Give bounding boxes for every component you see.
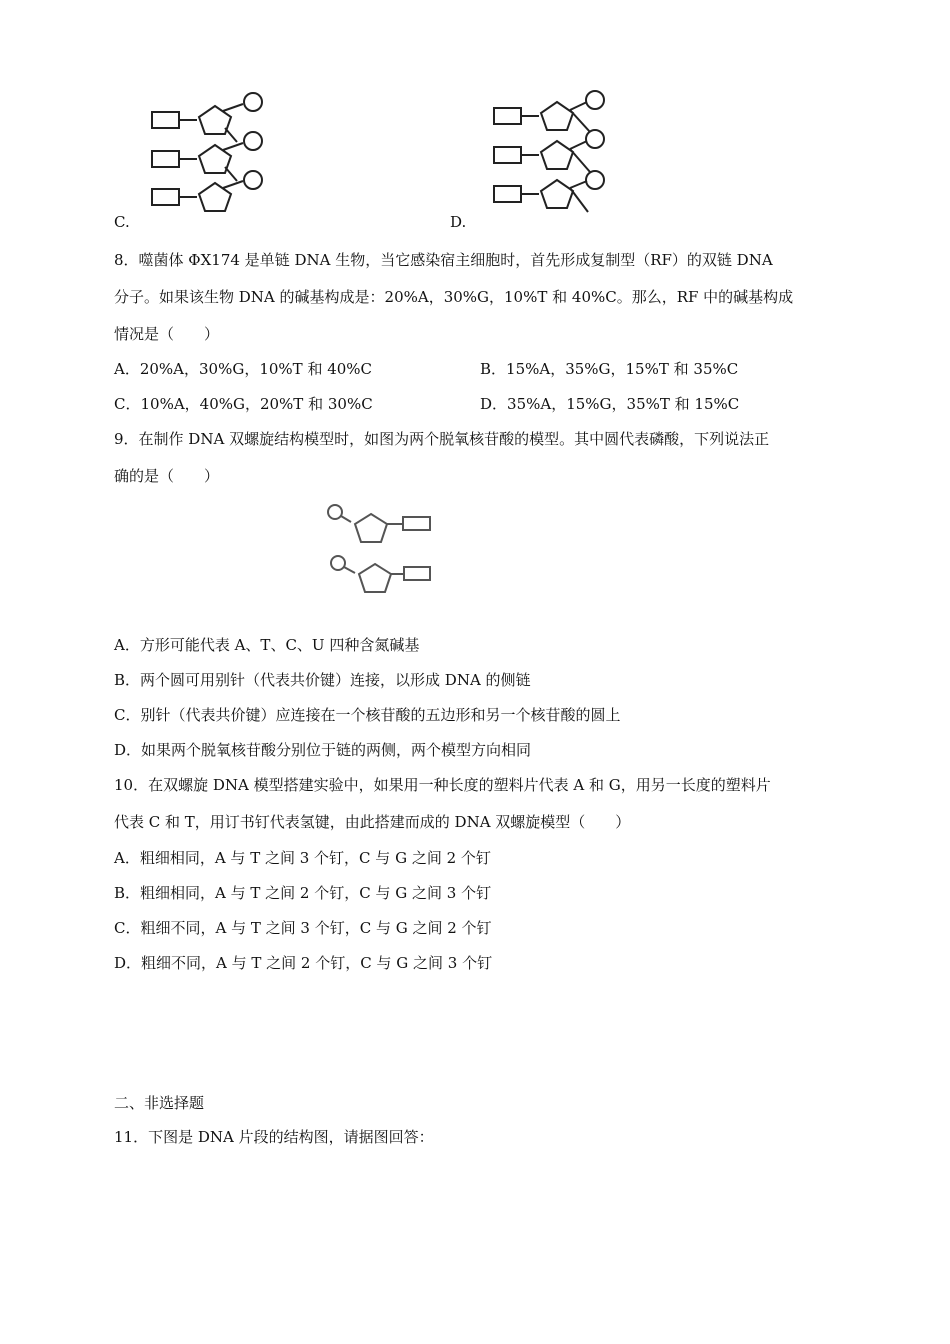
q10-option-c[interactable]: C．粗细不同，A 与 T 之间 3 个钉，C 与 G 之间 2 个钉 (114, 919, 492, 937)
q7-option-d-diagram (490, 88, 615, 218)
q8-option-a[interactable]: A．20%A，30%G，10%T 和 40%C (114, 360, 373, 378)
q8-option-d[interactable]: D．35%A，15%G，35%T 和 15%C (480, 395, 740, 413)
q7-option-c-diagram (145, 92, 270, 217)
q10-stem-line-2: 代表 C 和 T，用订书钉代表氢键，由此搭建而成的 DNA 双螺旋模型（ ） (114, 813, 631, 831)
q8-stem-line-1: 8．噬菌体 ΦX174 是单链 DNA 生物，当它感染宿主细胞时，首先形成复制型（RF）的双链 DNA (114, 251, 773, 269)
q8-option-c[interactable]: C．10%A，40%G，20%T 和 30%C (114, 395, 373, 413)
q10-option-a[interactable]: A．粗细相同，A 与 T 之间 3 个钉，C 与 G 之间 2 个钉 (114, 849, 491, 867)
q7-option-d-label[interactable]: D. (450, 213, 467, 231)
q9-stem-line-2: 确的是（ ） (114, 467, 220, 485)
q8-stem-line-3: 情况是（ ） (114, 325, 220, 343)
q9-option-c[interactable]: C．别针（代表共价键）应连接在一个核苷酸的五边形和另一个核苷酸的圆上 (114, 706, 621, 724)
q10-option-d[interactable]: D．粗细不同，A 与 T 之间 2 个钉，C 与 G 之间 3 个钉 (114, 954, 493, 972)
q9-option-b[interactable]: B．两个圆可用别针（代表共价键）连接，以形成 DNA 的侧链 (114, 671, 531, 689)
q11-stem-line-1: 11．下图是 DNA 片段的结构图，请据图回答： (114, 1128, 434, 1146)
q10-option-b[interactable]: B．粗细相同，A 与 T 之间 2 个钉，C 与 G 之间 3 个钉 (114, 884, 492, 902)
q8-option-b[interactable]: B．15%A，35%G，15%T 和 35%C (480, 360, 739, 378)
q9-option-d[interactable]: D．如果两个脱氧核苷酸分别位于链的两侧，两个模型方向相同 (114, 741, 532, 759)
section-heading: 二、非选择题 (114, 1094, 205, 1112)
q9-option-a[interactable]: A．方形可能代表 A、T、C、U 四种含氮碱基 (114, 636, 420, 654)
q9-stem-line-1: 9．在制作 DNA 双螺旋结构模型时，如图为两个脱氧核苷酸的模型。其中圆代表磷酸，下列说法正 (114, 430, 770, 448)
q7-option-c-label[interactable]: C. (114, 213, 130, 231)
q8-stem-line-2: 分子。如果该生物 DNA 的碱基构成是：20%A，30%G，10%T 和 40%C。那么，RF 中的碱基构成 (114, 288, 794, 306)
q9-nucleotide-diagram (325, 500, 440, 600)
q10-stem-line-1: 10．在双螺旋 DNA 模型搭建实验中，如果用一种长度的塑料片代表 A 和 G，用另一长度的塑料片 (114, 776, 771, 794)
